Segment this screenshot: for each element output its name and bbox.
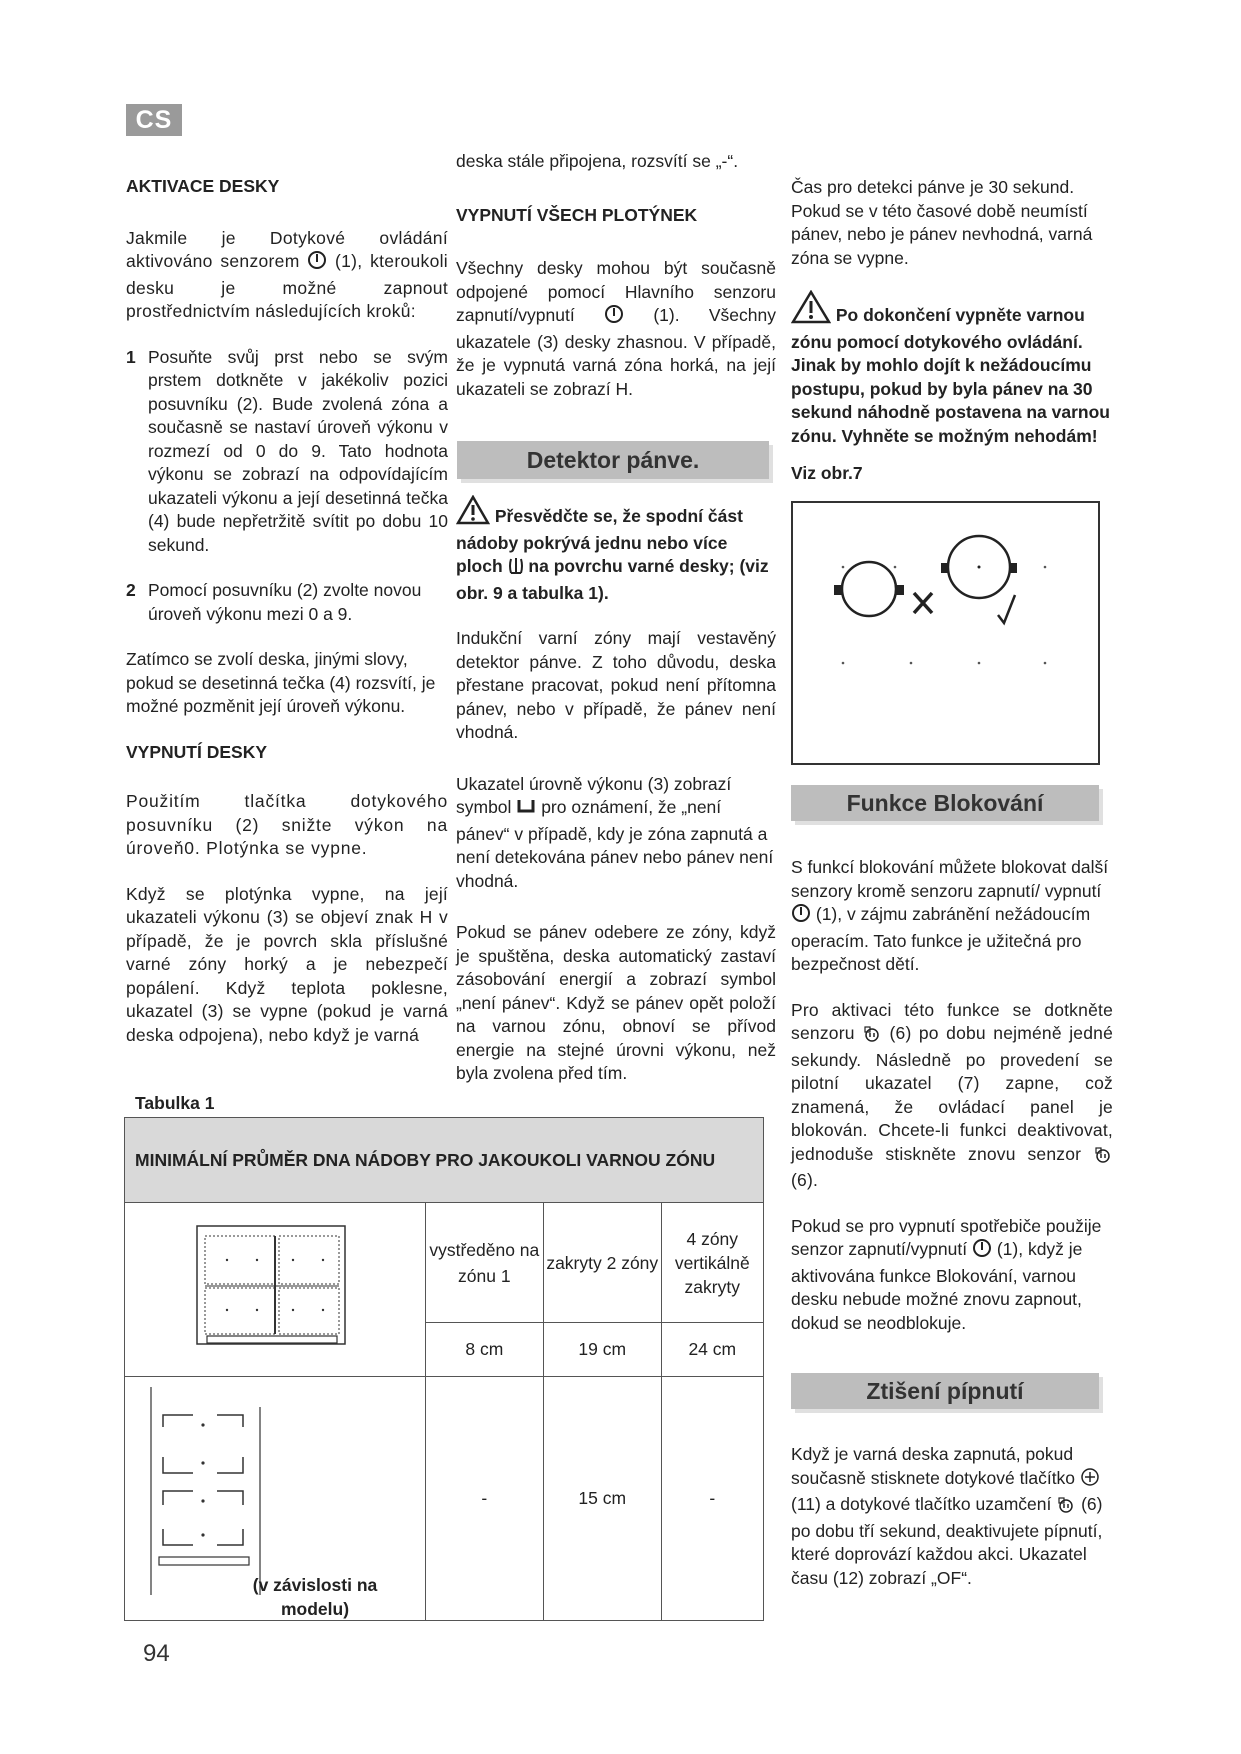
- warning-detector: [456, 495, 776, 605]
- text-part: Po dokončení vypněte varnou zónu pomocí dotykového ovládání. Jinak by mohlo dojít k nežádoucímu postupu, pokud by byla pánev na 30 sekund náhodně postavena na varnou zónu. Vyhněte se možným nehodám!: [791, 305, 1110, 446]
- table-cell: -: [425, 1377, 543, 1621]
- paragraph-time: Čas pro detekci pánve je 30 sekund. Pokud se v této časové době neumístí pánev, nebo je pánev nevhodná, varná zóna se vypne.: [791, 177, 1093, 268]
- column-2: [456, 150, 776, 423]
- column-header: zakryty 2 zóny: [543, 1203, 661, 1323]
- step-number: 1: [126, 346, 136, 367]
- paragraph-hot: Když se plotýnka vypne, na její ukazateli výkonu (3) se objeví znak H v případě, že je povrch skla příslušné varné zóny horký a je nebezpečí popálení. Když teplota poklesne, ukazatel (3) se vypne (pokud je varná deska odpojena), nebo když je varná: [126, 883, 448, 1045]
- paragraph-meanwhile: Zatímco se zvolí deska, jinými slovy, pokud se desetinná tečka (4) rozsvítí, je možné pozměnit její úroveň výkonu.: [126, 649, 436, 716]
- table-cell: 8 cm: [425, 1323, 543, 1377]
- warning-icon: [791, 290, 831, 331]
- step-number: 2: [126, 580, 136, 600]
- text-part: Pokud se pro vypnutí spotřebiče použije senzor zapnutí/vypnutí: [791, 1215, 1102, 1259]
- text-part: Jakmile je Dotykové ovládání aktivováno senzorem: [126, 227, 448, 271]
- list-item: [126, 579, 448, 626]
- text-part: (6) po dobu tří sekund, deaktivujete pípnutí, které doprovází každou akci. Ukazatel času (12) zobrazí „OF“.: [791, 1494, 1103, 1588]
- text-part: (1), když je aktivována funkce Blokování, varnou desku nebude možné znovu zapnout, dokud se neodblokuje.: [791, 1239, 1083, 1333]
- text-part: na povrchu varné desky; (viz obr. 9 a tabulka 1).: [456, 556, 769, 603]
- heading-off: VYPNUTÍ DESKY: [126, 741, 267, 762]
- paragraph-continuation: deska stále připojena, rozsvítí se „-“.: [456, 151, 739, 171]
- text-part: (1). Všechny ukazatele (3) desky zhasnou. V případě, že je vypnutá varná zóna horká, na její ukazateli se zobrazí H.: [456, 305, 776, 399]
- text-part: (1), kteroukoli desku je možné zapnout prostřednictvím následujících kroků:: [126, 251, 448, 321]
- column-3: [791, 176, 1113, 508]
- column-3-mute: [791, 1443, 1113, 1612]
- step-text: Pomocí posuvníku (2) zvolte novou úroveň výkonu mezi 0 a 9.: [148, 580, 422, 624]
- text-part: (11) a dotykové tlačítko uzamčení: [791, 1494, 1052, 1514]
- language-tag: CS: [126, 104, 182, 136]
- text-part: S funkcí blokování můžete blokovat další senzory kromě senzoru zapnutí/ vypnutí: [791, 857, 1109, 901]
- text-part: Všechny desky mohou být současně odpojené pomocí Hlavního senzoru zapnutí/vypnutí: [456, 258, 776, 325]
- column-1: [126, 175, 448, 1069]
- paragraph-removed: Pokud se pánev odebere ze zóny, když je spuštěna, deska automatický zastaví zásobování energií a zobrazí symbol „není pánev“. Když se pánev opět položí na varnou zónu, obnoví se přívod energie na stejné úrovni výkonu, než byla zvolena před tím.: [456, 922, 776, 1083]
- list-item: [126, 346, 448, 558]
- text-part: Ukazatel úrovně výkonu (3) zobrazí symbol: [456, 773, 732, 817]
- paragraph-induction: Indukční varní zóny mají vestavěný detektor pánve. Z toho důvodu, deska přestane pracovat, pokud není přítomna pánev, nebo v případě, že pánev není vhodná.: [456, 628, 776, 742]
- text-part: Když je varná deska zapnutá, pokud současně stisknete dotykové tlačítko: [791, 1444, 1076, 1488]
- warning-icon: [456, 495, 490, 532]
- lock-key-icon: [1056, 1496, 1076, 1520]
- paragraph-mute: [791, 1443, 1113, 1590]
- text-part: (6) po dobu nejméně jedné sekundy. Následně po provedení se pilotní ukazatel (7) zapne, což znamená, že ovládací panel je blokován. Chcete-li funkci deaktivovat, jednoduše stiskněte znovu senzor: [791, 1023, 1114, 1164]
- figure-7: [791, 501, 1100, 765]
- step-text: Posuňte svůj prst nebo se svým prstem dotkněte v jakékoliv pozici posuvníku (2). Bude zvolená zóna a současně se nastaví úroveň výkonu v rozmezí od 0 do 9. Tato hodnota výkonu se zobrazí na odpovídajícím ukazateli výkonu a její desetinná tečka (4) bude nepřetržitě svítit po dobu 10 sekund.: [148, 346, 448, 555]
- table-cell: -: [661, 1377, 763, 1621]
- table-header: MINIMÁLNÍ PRŮMĚR DNA NÁDOBY PRO JAKOUKOLI VARNOU ZÓNU: [125, 1118, 764, 1203]
- page-number: 94: [143, 1640, 170, 1667]
- warning-finish: [791, 290, 1113, 448]
- steps-list: [126, 346, 448, 627]
- text-part: pro oznámení, že „není pánev“ v případě, kdy je zóna zapnutá a není detekována pánev nebo pánev není vhodná.: [456, 797, 774, 891]
- power-icon: [604, 304, 624, 331]
- heading-all-off: VYPNUTÍ VŠECH PLOTÝNEK: [456, 204, 698, 225]
- table-note: (v závislosti na modelu): [252, 1575, 378, 1619]
- banner-lock: Funkce Blokování: [791, 785, 1099, 821]
- lock-key-icon: [1093, 1146, 1113, 1170]
- text-part: (6).: [791, 1170, 819, 1190]
- power-icon: [791, 903, 811, 930]
- table-cell: 15 cm: [543, 1377, 661, 1621]
- plus-icon: [1080, 1467, 1100, 1494]
- column-header: vystředěno na zónu 1: [425, 1203, 543, 1323]
- table-cell: 19 cm: [543, 1323, 661, 1377]
- heading-activation: AKTIVACE DESKY: [126, 176, 280, 196]
- no-pan-icon: [516, 798, 536, 823]
- hob-diagram-icon: [175, 1222, 375, 1352]
- table-caption: Tabulka 1: [135, 1093, 215, 1113]
- column-header: 4 zóny vertikálně zakryty: [661, 1203, 763, 1323]
- paragraph-all-off: [456, 257, 776, 401]
- hob-vertical-icon: [147, 1387, 287, 1597]
- text-part: (1), v zájmu zabránění nežádoucím operacím. Tato funkce je užitečná pro bezpečnost dětí.: [791, 904, 1091, 974]
- banner-mute: Ztišení pípnutí: [791, 1373, 1099, 1409]
- paragraph-indicator: [456, 773, 776, 894]
- banner-detector: Detektor pánve.: [457, 441, 769, 479]
- paragraph-lock: [791, 856, 1113, 977]
- power-icon: [307, 250, 327, 277]
- table-row: [125, 1377, 764, 1621]
- table-min-diameter: [124, 1117, 764, 1621]
- paragraph-activate: [791, 999, 1113, 1193]
- hob-vertical-diagram: [125, 1377, 426, 1621]
- table-cell: 24 cm: [661, 1323, 763, 1377]
- paragraph-off: Použitím tlačítka dotykového posuvníku (2) snižte výkon na úroveň0. Plotýnka se vypne.: [126, 791, 448, 858]
- pan-placement-illustration: [793, 503, 1098, 763]
- figure-label: Viz obr.7: [791, 463, 863, 483]
- column-3-lock: [791, 856, 1113, 1357]
- text-part: Přesvědčte se, že spodní část nádoby pokrývá jednu nebo více ploch: [456, 506, 743, 576]
- text-part: Pro aktivaci této funkce se dotkněte senzoru: [791, 999, 1113, 1043]
- paragraph-activation: [126, 227, 448, 324]
- hob-four-zone-diagram: [125, 1203, 426, 1377]
- column-2-lower: [456, 495, 776, 1108]
- zone-icon: [508, 557, 524, 582]
- paragraph-onoff: [791, 1215, 1113, 1336]
- lock-key-icon: [862, 1025, 882, 1049]
- power-icon: [972, 1238, 992, 1265]
